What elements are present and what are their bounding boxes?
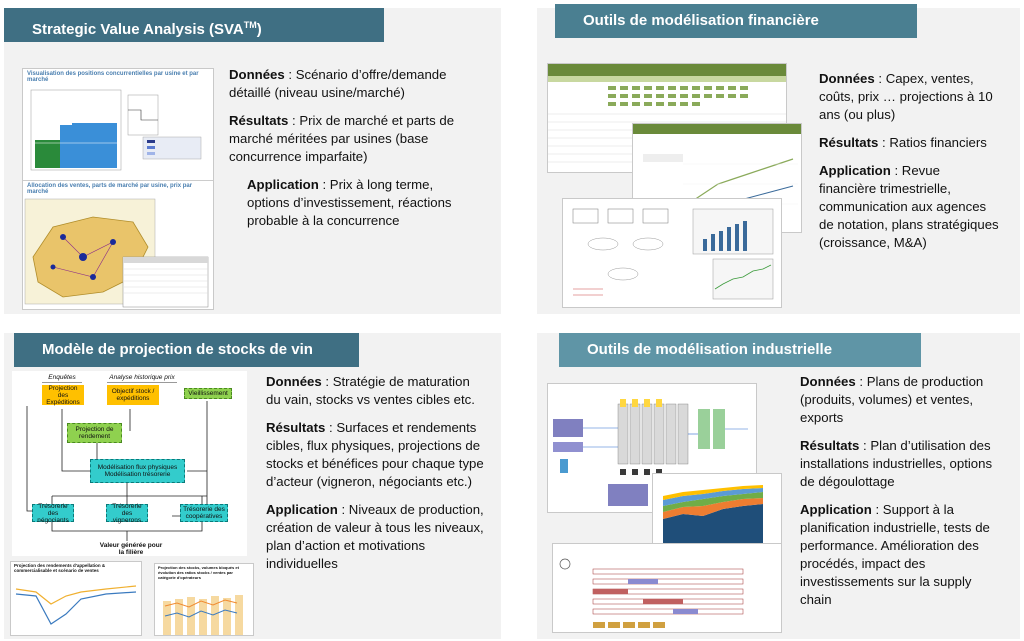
flow-valeur: Valeur générée pour la filière bbox=[99, 541, 163, 556]
sva-screenshot bbox=[22, 68, 214, 310]
industrial-application: Application : Support à la planification industrielle, tests de performance. Amélioration des procédés, impact des investissements sur la supply chain bbox=[800, 502, 990, 607]
sva-caption-2: Allocation des ventes, parts de marché par usine, prix par marché bbox=[23, 180, 213, 197]
wine-donnees: Données : Stratégie de maturation du vain, stocks vs ventes cibles etc. bbox=[266, 374, 475, 407]
industrial-text bbox=[800, 373, 1000, 619]
panel-wine bbox=[4, 333, 501, 639]
finance-resultats: Résultats : Ratios financiers bbox=[819, 135, 987, 150]
finance-application: Application : Revue financière trimestrielle, communication aux agences de notation, plans stratégiques (croissance, M&A) bbox=[819, 163, 999, 250]
sva-resultats: Résultats : Prix de marché et parts de marché méritées par usines (base concurrence imparfaite) bbox=[229, 113, 455, 164]
wine-resultats: Résultats : Surfaces et rendements cibles, flux physiques, projections de stocks et bénéfices pour chaque type d’acteur (vigneron, négociants etc.) bbox=[266, 420, 484, 489]
panel-industrial bbox=[537, 333, 1020, 639]
finance-text bbox=[819, 70, 999, 262]
flow-tresorerie-vignerons: Trésorerie des vignerons bbox=[106, 504, 148, 522]
flow-projection-rendement: Projection de rendement bbox=[67, 423, 122, 443]
industrial-donnees: Données : Plans de production (produits, volumes) et ventes, exports bbox=[800, 374, 984, 425]
wine-chart-caption-1: Projection des rendements d'appellation & commercialisable et scénario de ventes bbox=[14, 563, 106, 573]
industrial-area-chart-shot bbox=[652, 473, 782, 553]
panel-title: Strategic Value Analysis (SVA™) bbox=[4, 8, 384, 42]
finance-diagram-shot bbox=[562, 198, 782, 308]
sva-bar-chart bbox=[23, 85, 213, 175]
industrial-area-chart bbox=[653, 474, 782, 553]
industrial-resultats: Résultats : Plan d’utilisation des installations industrielles, options de dégoulottage bbox=[800, 438, 993, 489]
flow-projection-expeditions: Projection des Expéditions bbox=[42, 385, 84, 405]
industrial-gantt-shot bbox=[552, 543, 782, 633]
flow-modelisation: Modélisation flux physiques Modélisation trésorerie bbox=[90, 459, 185, 483]
panel-title: Modèle de projection de stocks de vin bbox=[14, 333, 359, 367]
wine-chart-caption-2: Projection des stocks, volumes bloqués et évolution des ratios stocks / ventes par catégorie d'opérateurs bbox=[158, 565, 239, 580]
wine-flow-diagram bbox=[12, 371, 247, 556]
flow-tresorerie-cooperatives: Trésorerie des coopératives bbox=[180, 504, 228, 522]
flow-tresorerie-negociants: Trésorerie des négociants bbox=[32, 504, 74, 522]
flow-analyse: Analyse historique prix bbox=[107, 373, 177, 383]
sva-map bbox=[23, 197, 213, 310]
finance-diagram bbox=[563, 199, 782, 308]
sva-application: Application : Prix à long terme, options d’investissement, réactions probable à la concurrence bbox=[247, 177, 452, 228]
panel-title: Outils de modélisation industrielle bbox=[559, 333, 921, 367]
flow-vieillissement: Vieillissement bbox=[184, 388, 232, 399]
wine-stock-chart bbox=[154, 563, 254, 636]
wine-text bbox=[266, 373, 486, 583]
industrial-gantt-chart bbox=[553, 544, 782, 633]
finance-donnees: Données : Capex, ventes, coûts, prix … projections à 10 ans (ou plus) bbox=[819, 71, 993, 122]
flow-enquetes: Enquêtes bbox=[42, 373, 82, 383]
sva-donnees: Données : Scénario d’offre/demande détaillé (niveau usine/marché) bbox=[229, 67, 447, 100]
panel-title: Outils de modélisation financière bbox=[555, 4, 917, 38]
panel-finance bbox=[537, 8, 1020, 314]
panel-sva bbox=[4, 8, 501, 314]
sva-text bbox=[229, 66, 479, 240]
wine-yield-lines bbox=[11, 574, 142, 634]
sva-caption-1: Visualisation des positions concurrentielles par usine et par marché bbox=[27, 71, 199, 83]
wine-yield-chart bbox=[10, 561, 142, 636]
wine-application: Application : Niveaux de production, création de valeur à tous les niveaux, plan d’action et motivations individuelles bbox=[266, 502, 484, 571]
wine-stock-bars bbox=[155, 581, 254, 636]
flow-objectif-stock: Objectif stock / expéditions bbox=[107, 385, 159, 405]
